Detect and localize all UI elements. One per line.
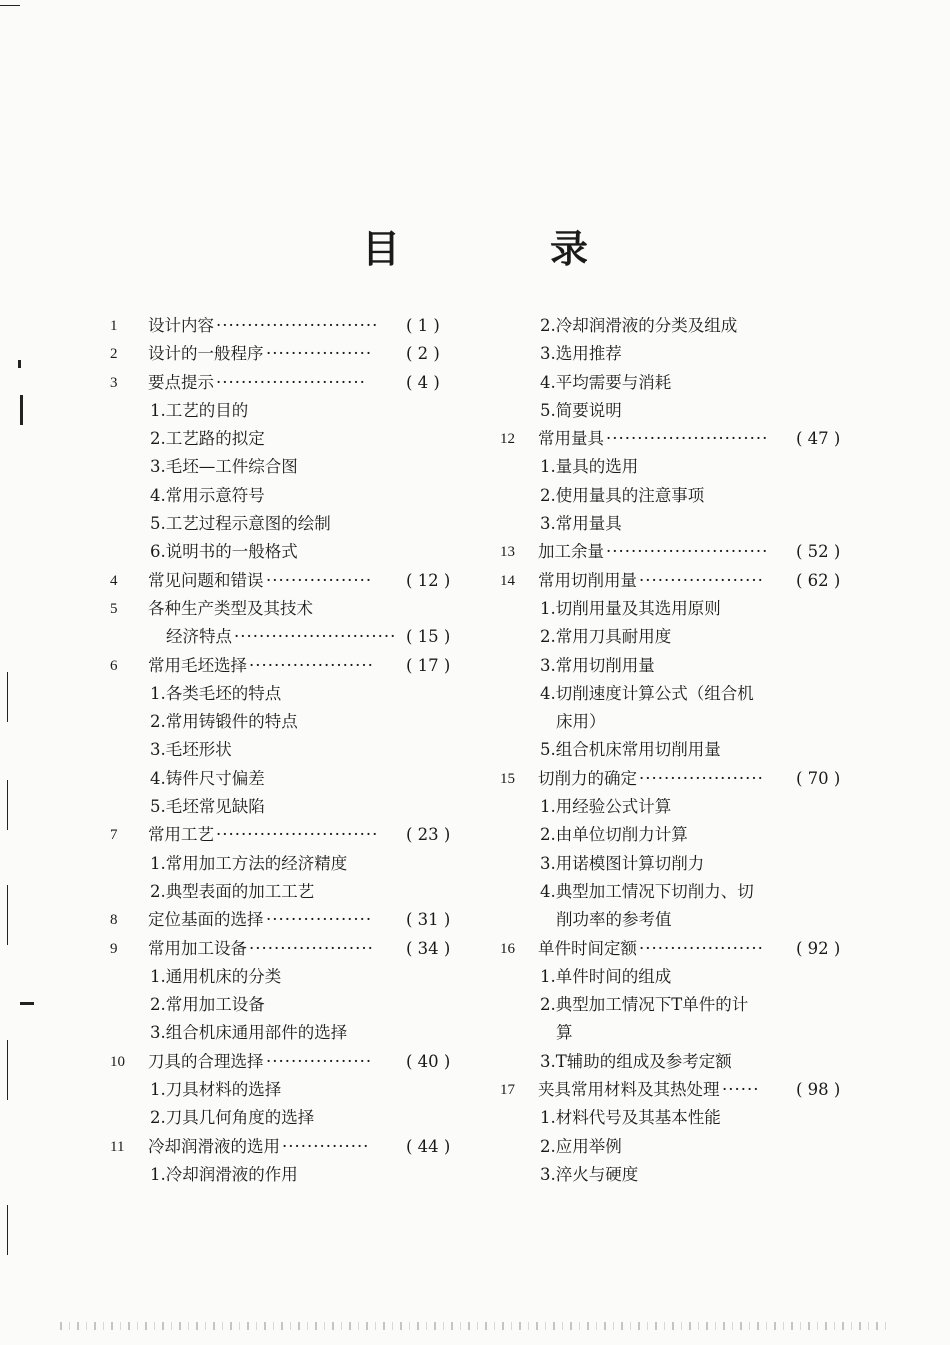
subentry-title: 3.组合机床通用部件的选择: [150, 1023, 348, 1043]
toc-left-column: [110, 312, 470, 1189]
entry-number: 13: [500, 544, 515, 561]
entry-title: 加工余量: [538, 542, 604, 562]
toc-subentry: [110, 765, 470, 793]
subentry-title: 5.组合机床常用切削用量: [540, 740, 721, 760]
dot-leader: ····················: [249, 655, 374, 675]
subentry-title: 3.选用推荐: [540, 344, 622, 364]
toc-subentry: [500, 595, 860, 623]
entry-title: 单件时间定额: [538, 938, 637, 958]
subentry-title: 2.常用刀具耐用度: [540, 627, 672, 647]
entry-number: 7: [110, 827, 118, 844]
toc-right-column: [500, 312, 860, 1189]
toc-entry: [500, 765, 860, 793]
subentry-title: 2.冷却润滑液的分类及组成: [540, 316, 738, 335]
scan-mark: [7, 1205, 8, 1255]
continuation-text: 床用）: [556, 712, 606, 732]
subentry-title: 4.典型加工情况下切削力、切: [540, 881, 754, 901]
toc-subentry: [110, 736, 470, 764]
toc-subentry: [110, 1104, 470, 1132]
subentry-title: 2.由单位切削力计算: [540, 825, 688, 845]
toc-subentry: [110, 793, 470, 821]
entry-number: 6: [110, 657, 118, 674]
page-number: ( 40 ): [406, 1051, 451, 1071]
subentry-title: 1.工艺的目的: [150, 400, 249, 420]
toc-entry: [110, 312, 470, 340]
entry-title: 夹具常用材料及其热处理: [538, 1080, 720, 1100]
toc-subentry: [500, 1048, 860, 1076]
subentry-title: 1.用经验公式计算: [540, 797, 672, 817]
toc-subentry: [110, 680, 470, 708]
toc-subentry: [500, 1133, 860, 1161]
page-number: ( 47 ): [796, 429, 841, 449]
subentry-title: 5.毛坯常见缺陷: [150, 797, 265, 817]
subentry-title: 3.常用量具: [540, 514, 622, 534]
entry-number: 12: [500, 431, 515, 448]
dot-leader: ····················: [639, 570, 764, 590]
subentry-title: 6.说明书的一般格式: [150, 542, 298, 562]
entry-title: 常见问题和错误: [148, 570, 264, 590]
toc-subentry: [110, 510, 470, 538]
subentry-title: 3.常用切削用量: [540, 655, 655, 675]
toc-entry: [110, 340, 470, 368]
page-number: ( 2 ): [406, 344, 440, 364]
page-number: ( 31 ): [406, 910, 451, 930]
entry-title: 常用工艺: [148, 825, 214, 845]
entry-title: 设计内容: [148, 316, 214, 335]
toc-subentry: [500, 510, 860, 538]
scan-mark: [7, 1040, 8, 1100]
subentry-title: 1.刀具材料的选择: [150, 1080, 282, 1100]
continuation-text: 经济特点: [166, 627, 232, 647]
toc-continuation: [500, 1019, 860, 1047]
subentry-title: 2.应用举例: [540, 1136, 622, 1156]
toc-subentry: [500, 1161, 860, 1189]
page-number: ( 15 ): [406, 627, 451, 647]
toc-entry: [110, 369, 470, 397]
subentry-title: 1.常用加工方法的经济精度: [150, 853, 348, 873]
entry-title: 常用切削用量: [538, 570, 637, 590]
scan-mark: [0, 5, 20, 6]
toc-subentry: [500, 340, 860, 368]
dot-leader: ··············: [282, 1136, 370, 1156]
entry-number: 2: [110, 346, 118, 363]
dot-leader: ····················: [639, 768, 764, 788]
toc-subentry: [500, 652, 860, 680]
subentry-title: 5.工艺过程示意图的绘制: [150, 514, 331, 534]
toc-subentry: [500, 793, 860, 821]
entry-number: 8: [110, 912, 118, 929]
entry-title: 常用加工设备: [148, 938, 247, 958]
toc-entry: [500, 1076, 860, 1104]
subentry-title: 2.典型表面的加工工艺: [150, 881, 315, 901]
toc-entry: [110, 1133, 470, 1161]
dot-leader: ··························: [216, 316, 379, 335]
page-number: ( 52 ): [796, 542, 841, 562]
page-number: ( 1 ): [406, 316, 440, 335]
entry-number: 15: [500, 770, 515, 787]
entry-title: 要点提示: [148, 372, 214, 392]
toc-entry: [110, 935, 470, 963]
entry-number: 5: [110, 600, 118, 617]
entry-number: 14: [500, 572, 515, 589]
subentry-title: 1.切削用量及其选用原则: [540, 598, 721, 618]
toc-subentry: [110, 482, 470, 510]
page-number: ( 70 ): [796, 768, 841, 788]
subentry-title: 1.材料代号及其基本性能: [540, 1108, 721, 1128]
toc-subentry: [500, 963, 860, 991]
subentry-title: 2.典型加工情况下T单件的计: [540, 995, 749, 1015]
page-title-char-1: 目: [361, 226, 400, 271]
entry-title: 刀具的合理选择: [148, 1051, 264, 1071]
page-number: ( 4 ): [406, 372, 440, 392]
toc-subentry: [500, 821, 860, 849]
toc-subentry: [110, 963, 470, 991]
toc-entry: [110, 595, 470, 623]
toc-entry: [500, 935, 860, 963]
entry-title: 定位基面的选择: [148, 910, 264, 930]
entry-title: 设计的一般程序: [148, 344, 264, 364]
toc-subentry: [110, 425, 470, 453]
toc-subentry: [500, 369, 860, 397]
scan-mark: [18, 360, 21, 368]
toc-subentry: [110, 538, 470, 566]
subentry-title: 5.简要说明: [540, 400, 622, 420]
entry-number: 9: [110, 940, 118, 957]
page-number: ( 62 ): [796, 570, 841, 590]
toc-entry: [500, 567, 860, 595]
dot-leader: ····················: [249, 938, 374, 958]
subentry-title: 4.平均需要与消耗: [540, 372, 672, 392]
dot-leader: ························: [216, 372, 366, 392]
continuation-text: 削功率的参考值: [556, 910, 672, 930]
subentry-title: 4.常用示意符号: [150, 485, 265, 505]
entry-number: 17: [500, 1082, 515, 1099]
scan-noise: [60, 1322, 890, 1330]
entry-number: 16: [500, 940, 515, 957]
scan-mark: [7, 780, 8, 830]
subentry-title: 1.量具的选用: [540, 457, 639, 477]
subentry-title: 4.切削速度计算公式（组合机: [540, 683, 754, 703]
subentry-title: 2.刀具几何角度的选择: [150, 1108, 315, 1128]
subentry-title: 3.用诺模图计算切削力: [540, 853, 705, 873]
toc-subentry: [500, 312, 860, 340]
subentry-title: 4.铸件尺寸偏差: [150, 768, 265, 788]
scan-mark: [20, 1002, 34, 1005]
toc-subentry: [500, 736, 860, 764]
toc-subentry: [110, 453, 470, 481]
scan-mark: [20, 395, 23, 425]
dot-leader: ··························: [216, 825, 379, 845]
page-number: ( 92 ): [796, 938, 841, 958]
toc-subentry: [500, 680, 860, 708]
dot-leader: ·················: [266, 910, 373, 930]
entry-title: 常用量具: [538, 429, 604, 449]
dot-leader: ·················: [266, 1051, 373, 1071]
entry-number: 11: [110, 1138, 125, 1155]
entry-number: 3: [110, 374, 118, 391]
toc-subentry: [110, 991, 470, 1019]
toc-continuation: [500, 906, 860, 934]
toc-entry: [110, 1048, 470, 1076]
toc-subentry: [110, 1161, 470, 1189]
subentry-title: 2.工艺路的拟定: [150, 429, 265, 449]
toc-continuation: [110, 623, 470, 651]
toc-subentry: [110, 850, 470, 878]
scan-mark: [7, 885, 8, 945]
subentry-title: 3.T辅助的组成及参考定额: [540, 1051, 732, 1071]
subentry-title: 2.常用加工设备: [150, 995, 265, 1015]
entry-number: 10: [110, 1053, 125, 1070]
toc-entry: [500, 538, 860, 566]
entry-title: 切削力的确定: [538, 768, 637, 788]
toc-subentry: [500, 482, 860, 510]
toc-subentry: [500, 453, 860, 481]
dot-leader: ·················: [266, 344, 373, 364]
subentry-title: 1.各类毛坯的特点: [150, 683, 282, 703]
entry-title: 冷却润滑液的选用: [148, 1136, 280, 1156]
entry-number: 4: [110, 572, 118, 589]
toc-subentry: [500, 623, 860, 651]
dot-leader: ······: [722, 1080, 760, 1100]
continuation-text: 算: [556, 1023, 573, 1043]
page-title: [0, 218, 950, 273]
toc-entry: [500, 425, 860, 453]
scan-mark: [7, 672, 8, 722]
dot-leader: ··························: [606, 542, 769, 562]
subentry-title: 2.使用量具的注意事项: [540, 485, 705, 505]
subentry-title: 3.毛坯—工件综合图: [150, 457, 298, 477]
page-number: ( 17 ): [406, 655, 451, 675]
toc-subentry: [110, 708, 470, 736]
subentry-title: 2.常用铸锻件的特点: [150, 712, 298, 732]
toc-subentry: [500, 878, 860, 906]
toc-entry: [110, 821, 470, 849]
toc-subentry: [110, 878, 470, 906]
subentry-title: 1.冷却润滑液的作用: [150, 1164, 298, 1184]
dot-leader: ··························: [234, 627, 397, 647]
entry-title: 常用毛坯选择: [148, 655, 247, 675]
toc-subentry: [110, 397, 470, 425]
toc-entry: [110, 906, 470, 934]
entry-number: 1: [110, 318, 118, 334]
page-title-char-2: 录: [550, 226, 589, 271]
toc-continuation: [500, 708, 860, 736]
toc-subentry: [110, 1076, 470, 1104]
toc-subentry: [500, 991, 860, 1019]
page-number: ( 44 ): [406, 1136, 451, 1156]
toc-subentry: [500, 1104, 860, 1132]
page-number: ( 23 ): [406, 825, 451, 845]
toc-entry: [110, 652, 470, 680]
dot-leader: ····················: [639, 938, 764, 958]
subentry-title: 3.毛坯形状: [150, 740, 232, 760]
toc-subentry: [500, 850, 860, 878]
page-number: ( 12 ): [406, 570, 451, 590]
toc-subentry: [500, 397, 860, 425]
subentry-title: 3.淬火与硬度: [540, 1164, 639, 1184]
toc-subentry: [110, 1019, 470, 1047]
toc-entry: [110, 567, 470, 595]
entry-title: 各种生产类型及其技术: [148, 598, 313, 618]
subentry-title: 1.单件时间的组成: [540, 966, 672, 986]
page-number: ( 34 ): [406, 938, 451, 958]
subentry-title: 1.通用机床的分类: [150, 966, 282, 986]
dot-leader: ··························: [606, 429, 769, 449]
dot-leader: ·················: [266, 570, 373, 590]
page-number: ( 98 ): [796, 1080, 841, 1100]
